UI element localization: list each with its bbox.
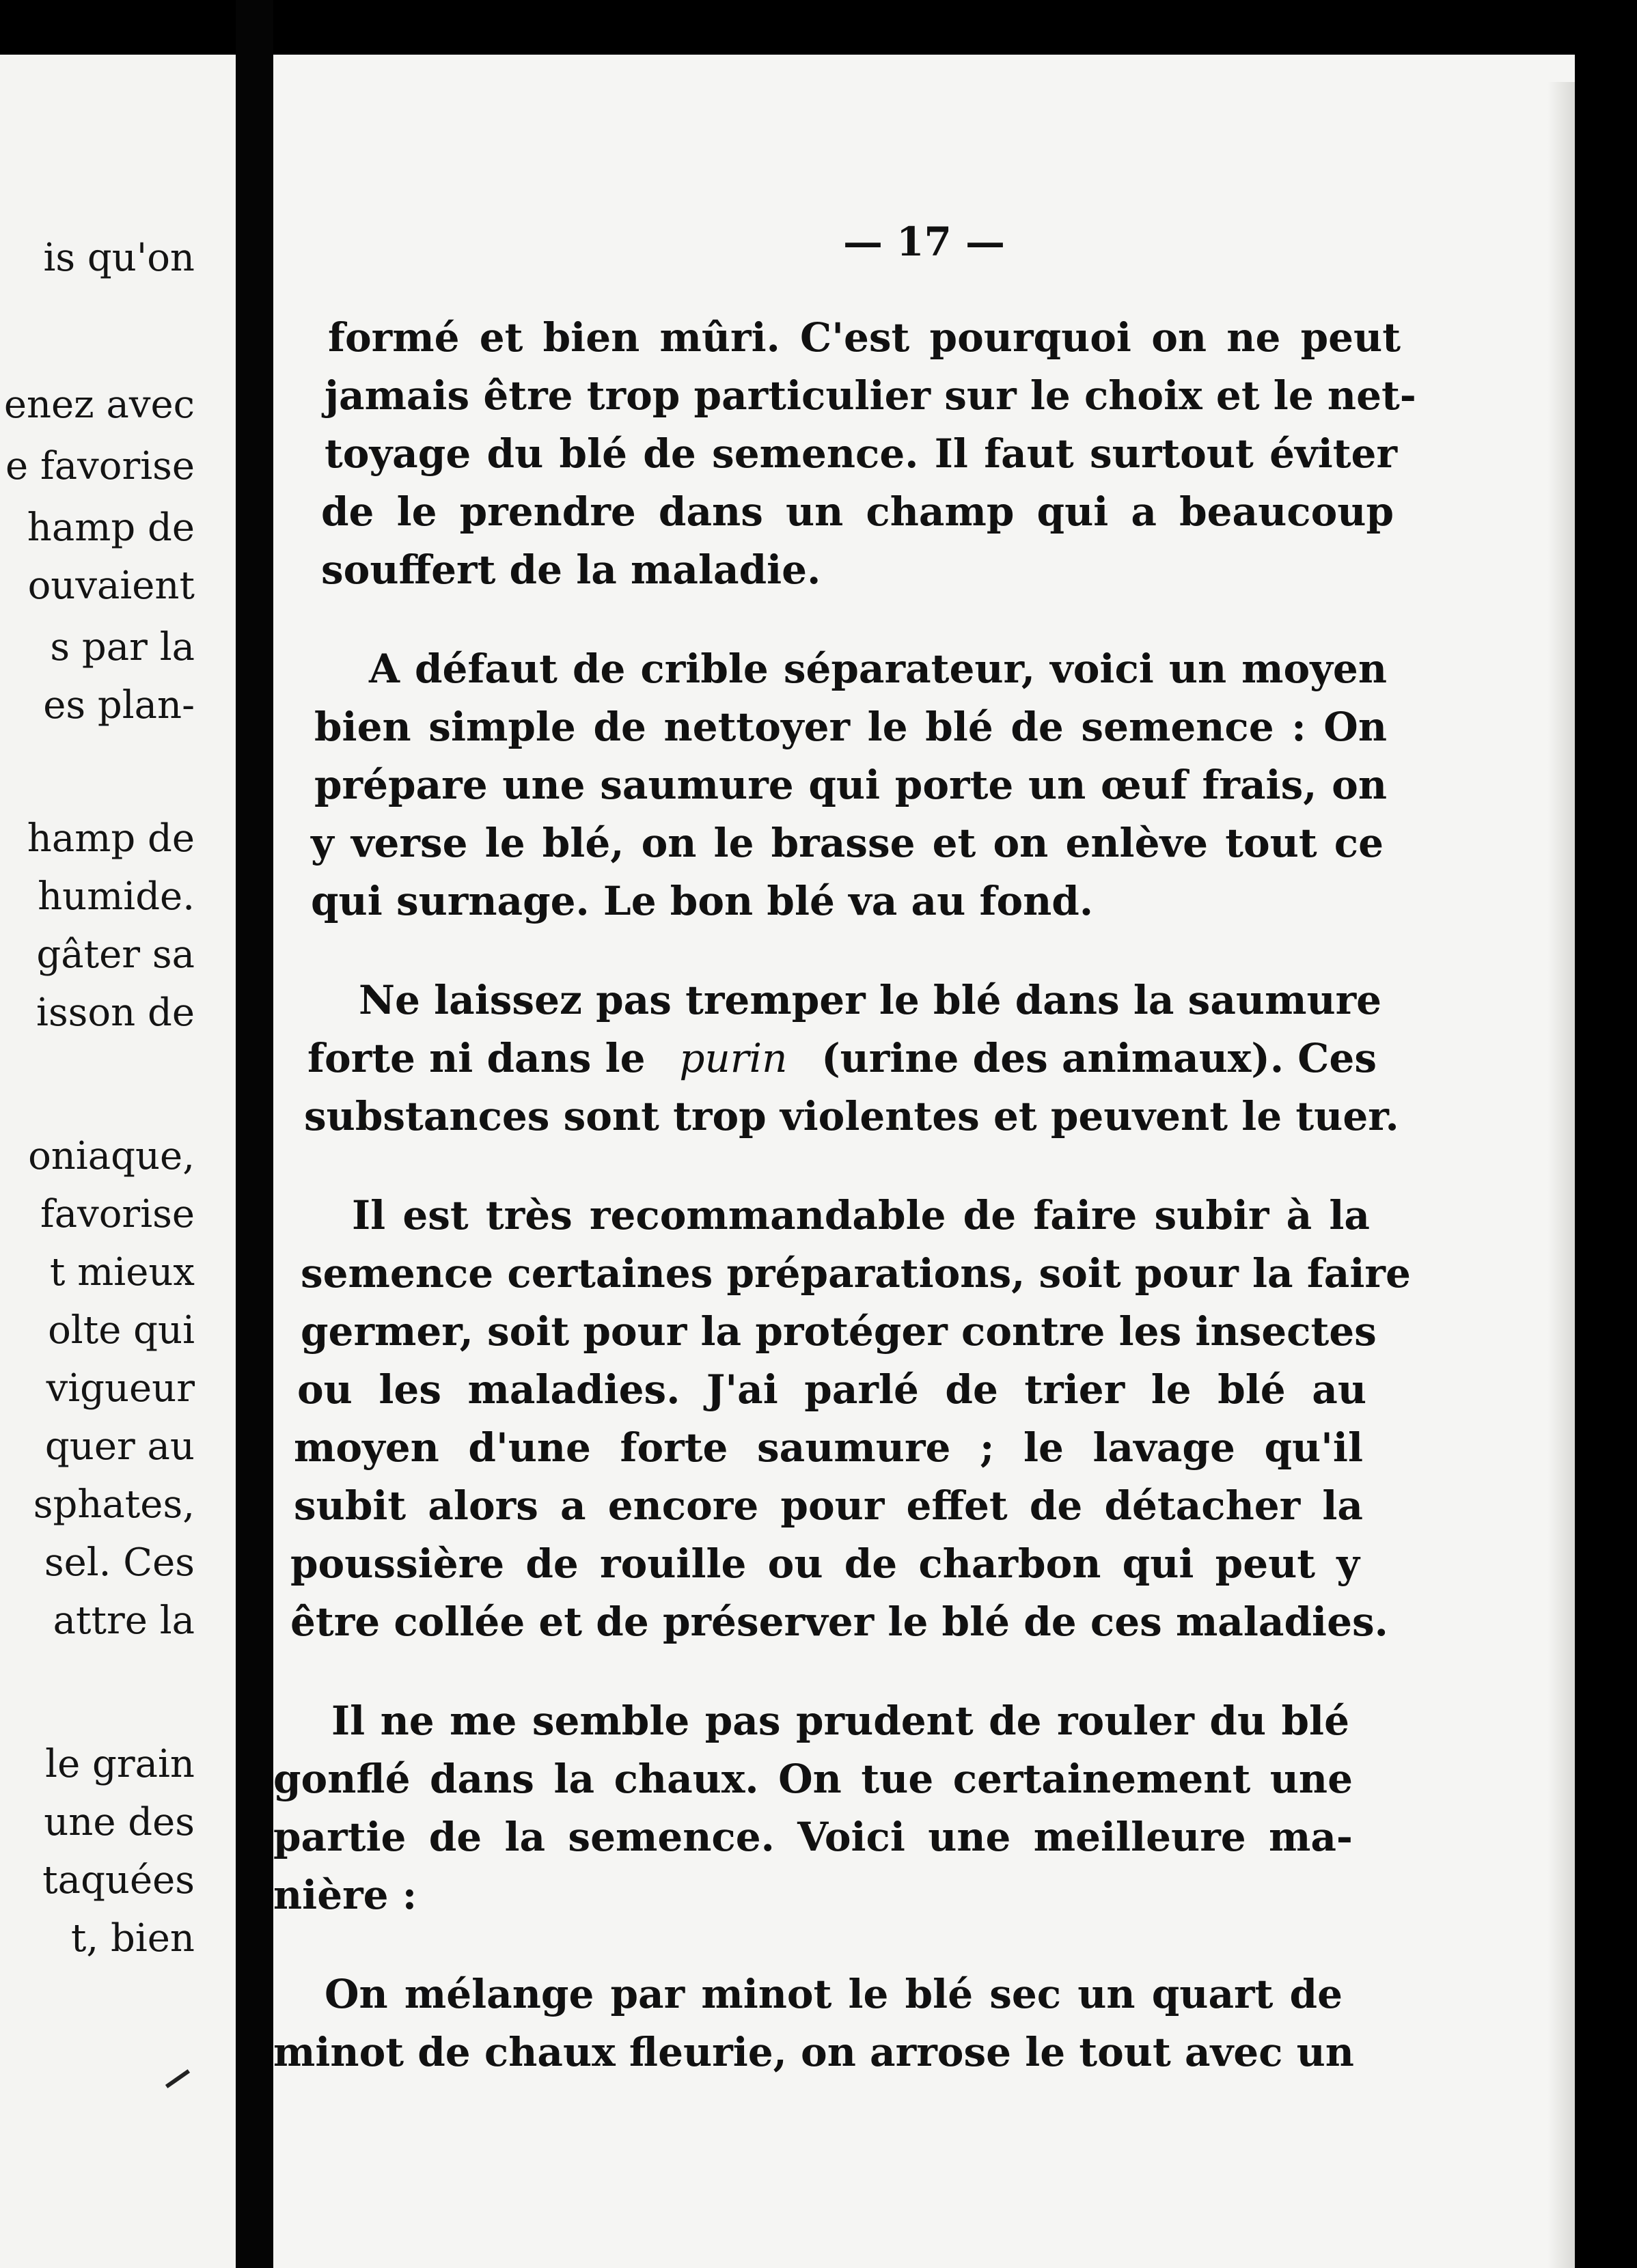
body-line: Ne laissez pas tremper le blé dans la saumure — [359, 977, 1382, 1023]
left-page-line: sphates, — [33, 1482, 195, 1527]
body-line: germer, soit pour la protéger contre les insectes — [301, 1308, 1377, 1355]
left-page-line: es plan- — [43, 683, 195, 728]
body-line: Il est très recommandable de faire subir à la — [352, 1192, 1370, 1239]
scan-background-edge — [1575, 0, 1637, 2268]
body-line: gonflé dans la chaux. On tue certainement une — [273, 1756, 1353, 1802]
body-line: semence certaines préparations, soit pour la faire — [301, 1250, 1411, 1297]
book-gutter — [236, 0, 273, 2268]
body-line: substances sont trop violentes et peuvent le tuer. — [304, 1093, 1399, 1139]
body-line: subit alors a encore pour effet de détacher la — [294, 1482, 1363, 1529]
left-page-line: le grain — [45, 1742, 195, 1786]
left-page-line: quer au — [44, 1424, 195, 1469]
body-line: de le prendre dans un champ qui a beaucoup — [321, 488, 1394, 535]
body-line: y verse le blé, on le brasse et on enlève tout ce — [311, 820, 1384, 866]
left-page-line: humide. — [38, 874, 195, 919]
left-page-line: s par la — [50, 625, 195, 669]
body-line: ou les maladies. J'ai parlé de trier le blé au — [297, 1366, 1366, 1413]
body-line-segment: (urine des animaux). Ces — [821, 1035, 1377, 1081]
body-line: Il ne me semble pas prudent de rouler du blé — [331, 1698, 1349, 1744]
left-page-line: favorise — [40, 1192, 195, 1236]
left-page-line: t, bien — [70, 1916, 195, 1961]
body-line: toyage du blé de semence. Il faut surtout éviter — [325, 430, 1397, 477]
body-line: On mélange par minot le blé sec un quart de — [325, 1971, 1343, 2017]
body-line: bien simple de nettoyer le blé de semence : On — [314, 704, 1387, 750]
body-line: prépare une saumure qui porte un œuf frais, on — [314, 762, 1387, 808]
body-line: nière : — [273, 1872, 417, 1918]
body-line: jamais être trop particulier sur le choix et le net- — [325, 372, 1416, 419]
left-page-line: ouvaient — [27, 564, 195, 608]
left-page-line: is qu'on — [43, 236, 195, 280]
left-page-line: attre la — [53, 1599, 195, 1643]
body-line: qui surnage. Le bon blé va au fond. — [311, 878, 1094, 924]
body-line-segment: forte ni dans le — [307, 1035, 646, 1081]
left-page-line: une des — [44, 1800, 195, 1844]
left-page-line: e favorise — [5, 444, 195, 488]
italic-term: purin — [679, 1035, 788, 1081]
body-line: moyen d'une forte saumure ; le lavage qu'il — [294, 1424, 1363, 1471]
left-page-line: vigueur — [46, 1366, 195, 1411]
left-page-fragment — [0, 55, 236, 2268]
body-line: A défaut de crible séparateur, voici un moyen — [369, 646, 1387, 692]
left-page-line: t mieux — [49, 1250, 195, 1295]
left-page-line: oniaque, — [28, 1134, 195, 1178]
left-page-line: olte qui — [48, 1308, 195, 1353]
main-page — [273, 55, 1575, 2268]
left-page-line: gâter sa — [36, 932, 195, 977]
body-line: minot de chaux fleurie, on arrose le tout avec un — [273, 2029, 1354, 2075]
left-page-line: hamp de — [27, 506, 195, 550]
body-line-with-italic — [307, 1035, 1377, 1081]
left-page-line: sel. Ces — [44, 1540, 195, 1585]
left-page-line: enez avec — [3, 383, 195, 427]
left-page-line: taquées — [42, 1858, 195, 1903]
page-edge — [1547, 82, 1575, 2268]
body-line: partie de la semence. Voici une meilleure ma- — [273, 1814, 1353, 1860]
body-line: poussière de rouille ou de charbon qui peut y — [290, 1540, 1360, 1587]
left-page-line: hamp de — [27, 816, 195, 861]
page-number: — 17 — — [842, 219, 1006, 265]
body-line: formé et bien mûri. C'est pourquoi on ne peut — [328, 314, 1401, 361]
body-line: souffert de la maladie. — [321, 547, 821, 593]
body-line: être collée et de préserver le blé de ces maladies. — [290, 1599, 1388, 1645]
pen-mark — [165, 2069, 190, 2088]
left-page-line: isson de — [36, 991, 195, 1035]
